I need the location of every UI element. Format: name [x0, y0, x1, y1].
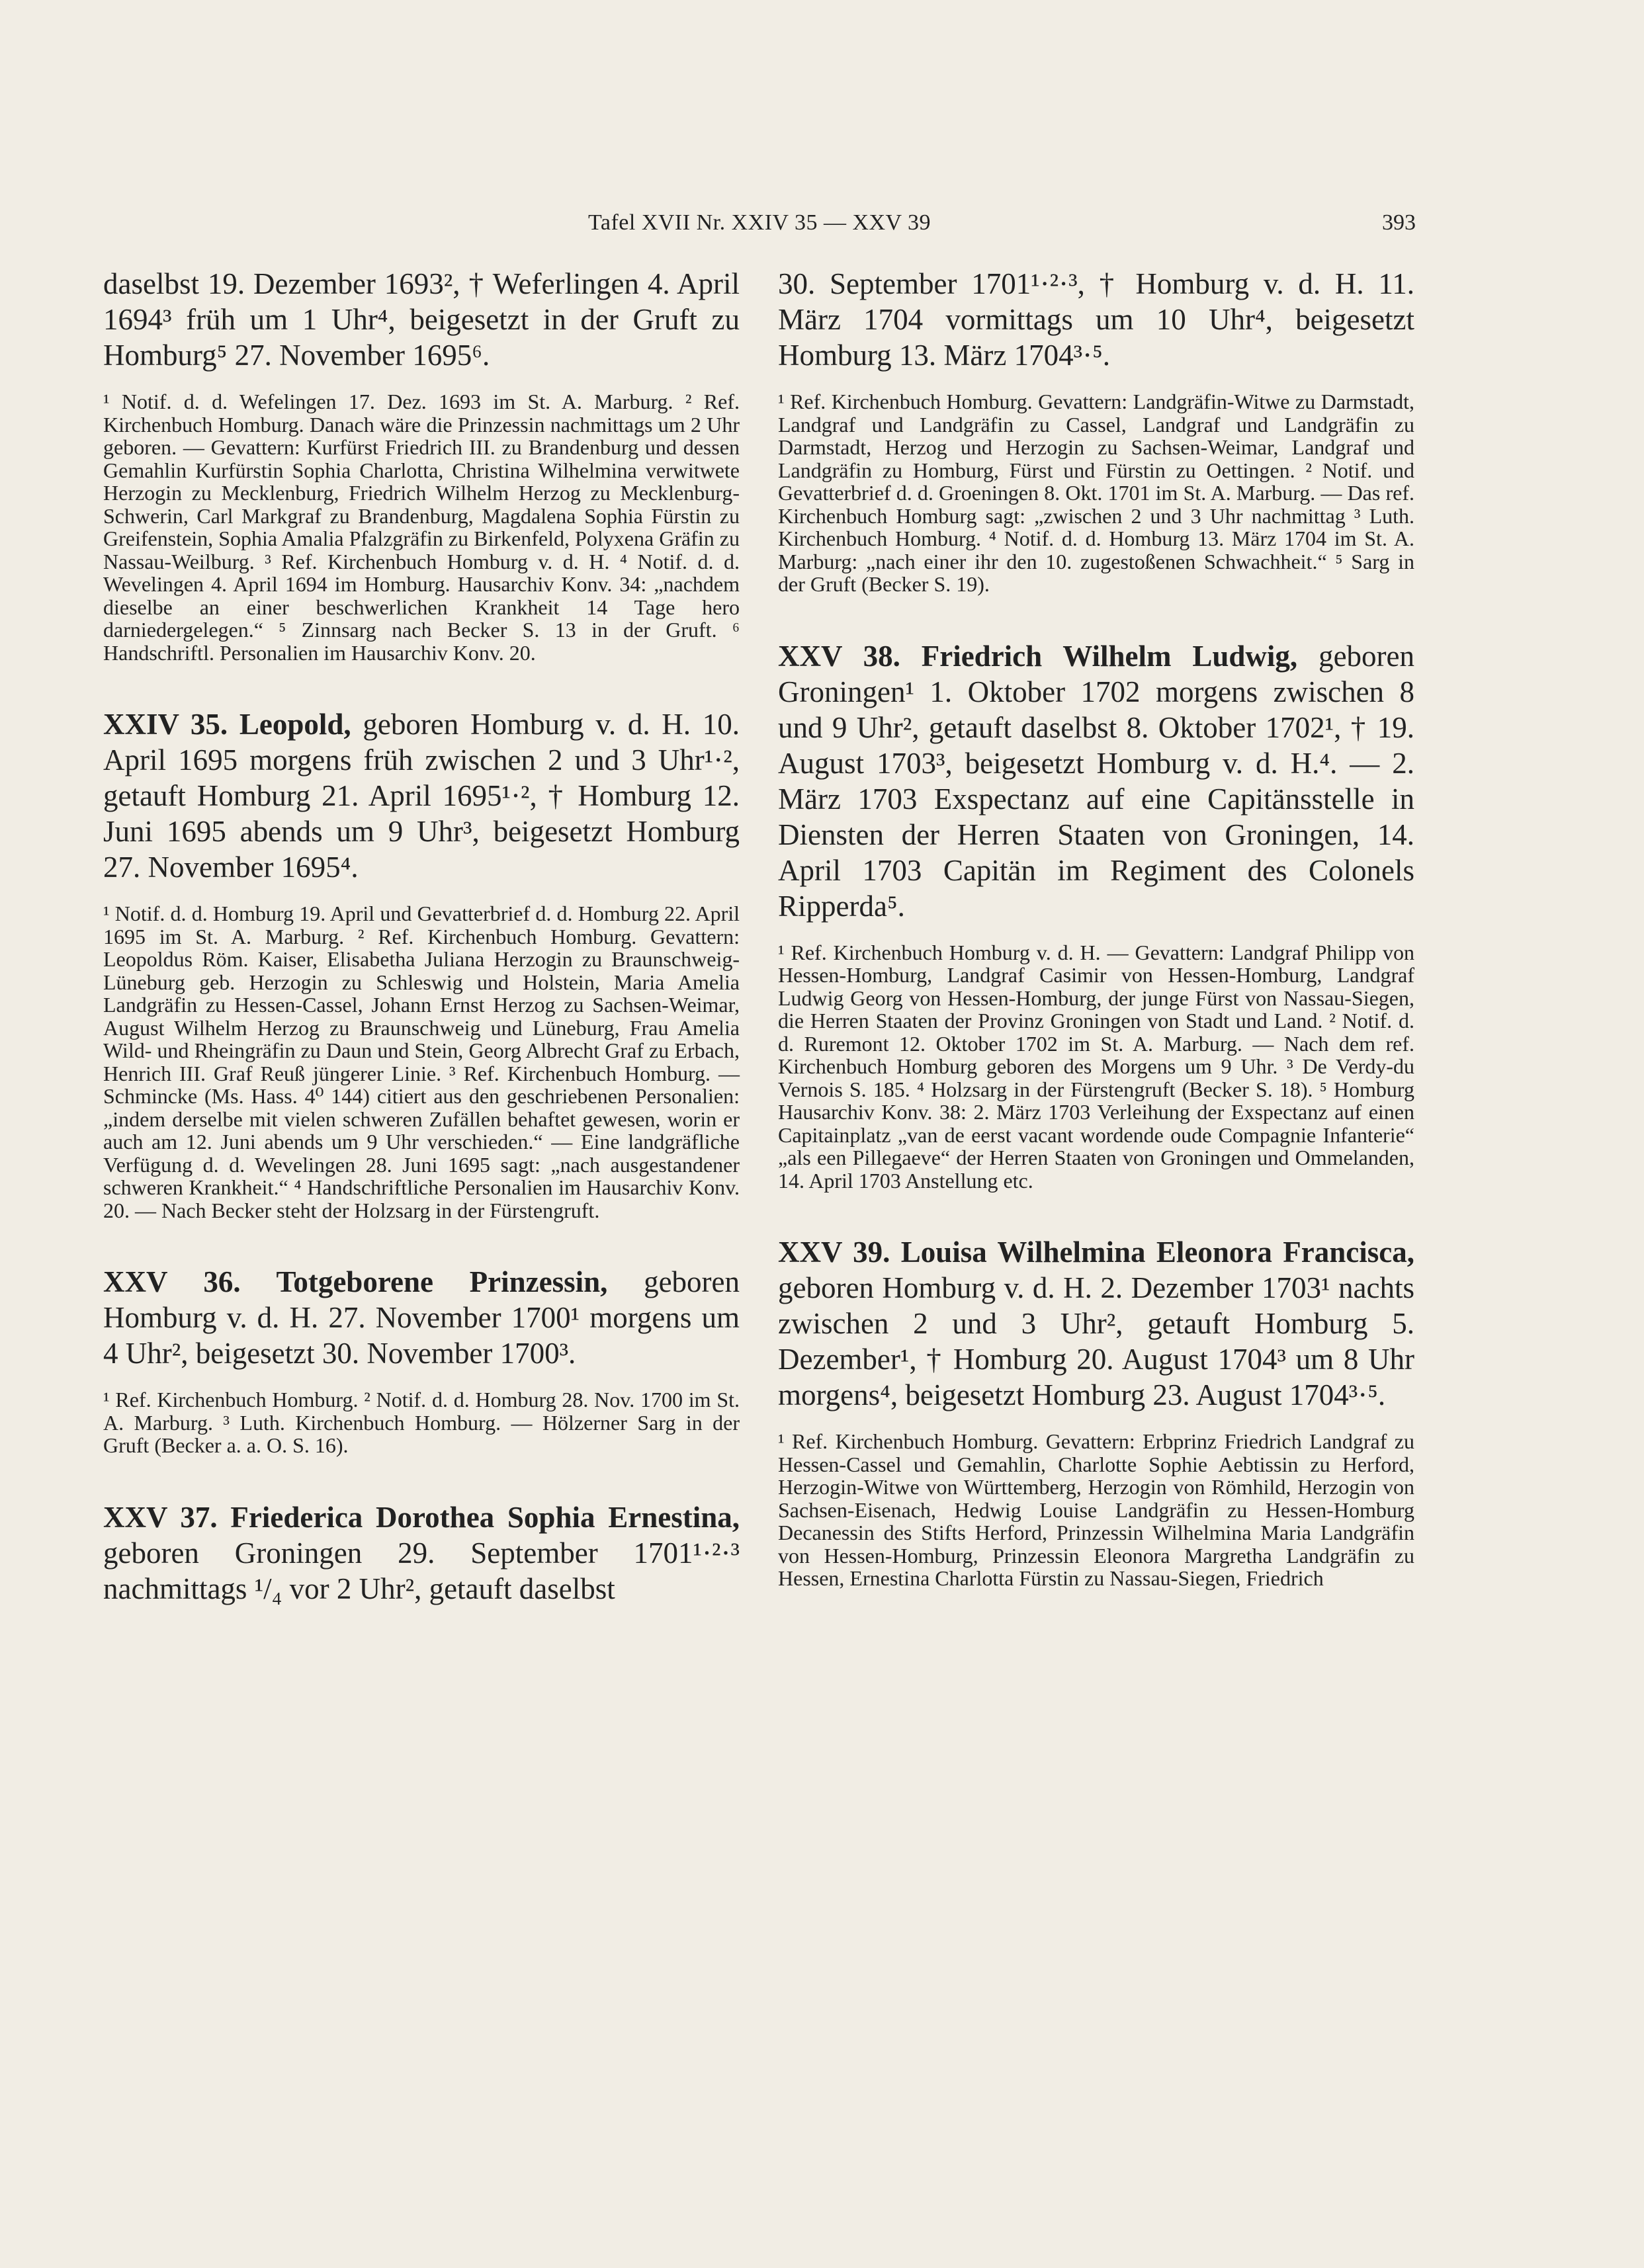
entry-text: geboren Homburg v. d. H. 10. April 1695 morgens früh zwischen 2 und 3 Uhr¹·², getauft Homburg 21. April 1695¹·², † Homburg 12. Juni 1695 abends um 9 Uhr³, beigesetzt Homburg 27. November 1695⁴. [103, 708, 740, 884]
entry-body [778, 638, 1414, 924]
entry-heading: XXV 37. Friederica Dorothea Sophia Ernestina, [103, 1500, 740, 1534]
entry-xxv36 [103, 1264, 740, 1457]
footnotes: ¹ Notif. d. d. Wefelingen 17. Dez. 1693 im St. A. Marburg. ² Ref. Kirchenbuch Homburg. Danach wäre die Prinzessin nachmittags um 2 Uhr geboren. — Gevattern: Kurfürst Friedrich III. zu Brandenburg und dessen Gemahlin Kurfürstin Sophia Charlotta, Christina Wilhelmina verwitwete Herzogin zu Mecklenburg, Friedrich Wilhelm Herzog zu Mecklenburg-Schwerin, Carl Markgraf zu Brandenburg, Magdalena Sophia Fürstin zu Greifenstein, Sophia Amalia Pfalzgräfin zu Birkenfeld, Polyxena Gräfin zu Nassau-Weilburg. ³ Ref. Kirchenbuch Homburg v. d. H. ⁴ Notif. d. d. Wevelingen 4. April 1694 im Homburg. Hausarchiv Konv. 34: „nachdem dieselbe an einer beschwerlichen Krankheit 14 Tage hero darniedergelegen.“ ⁵ Zinnsarg nach Becker S. 13 in der Gruft. ⁶ Handschriftl. Personalien im Hausarchiv Konv. 20. [103, 390, 740, 665]
entry-xxv37 [103, 1499, 740, 1607]
entry-body [103, 1499, 740, 1607]
entry-heading: XXV 39. Louisa Wilhelmina Eleonora Francisca, [778, 1236, 1414, 1269]
footnotes: ¹ Ref. Kirchenbuch Homburg. Gevattern: Erbprinz Friedrich Landgraf zu Hessen-Cassel und Gemahlin, Charlotte Sophie Aebtissin zu Herford, Herzogin-Witwe von Württemberg, Herzogin von Römhild, Herzogin von Sachsen-Eisenach, Hedwig Louise Landgräfin zu Hessen-Homburg Decanessin des Stifts Herford, Prinzessin Wilhelmina Maria Landgräfin von Hessen-Homburg, Prinzessin Eleonora Margretha Landgräfin zu Hessen, Ernestina Charlotta Fürstin zu Nassau-Siegen, Friedrich [778, 1429, 1414, 1590]
running-header [103, 210, 1416, 243]
left-column [103, 266, 740, 1649]
entry-body [103, 706, 740, 885]
footnotes: ¹ Notif. d. d. Homburg 19. April und Gevatterbrief d. d. Homburg 22. April 1695 im St. A. Marburg. ² Ref. Kirchenbuch Homburg. Gevattern: Leopoldus Röm. Kaiser, Elisabetha Juliana Herzogin zu Braunschweig-Lüneburg geb. Herzogin zu Schleswig und Holstein, Maria Amelia Landgräfin zu Hessen-Cassel, Johann Ernst Herzog zu Sachsen-Weimar, August Wilhelm Herzog zu Braunschweig und Lüneburg, Frau Amelia Wild- und Rheingräfin zu Daun und Stein, Georg Albrecht Graf zu Erbach, Henrich III. Graf Reuß jüngerer Linie. ³ Ref. Kirchenbuch Homburg. — Schmincke (Ms. Hass. 4⁰ 144) citiert aus den geschriebenen Personalien: „indem derselbe mit vielen schweren Zufällen behaftet gewesen, worin er auch am 12. Juni abends um 9 Uhr verschieden.“ — Eine landgräfliche Verfügung d. d. Wevelingen 28. Juni 1695 sagt: „nach ausgestandener schweren Krankheit.“ ⁴ Handschriftliche Personalien im Hausarchiv Konv. 20. — Nach Becker steht der Holzsarg in der Fürstengruft. [103, 902, 740, 1222]
right-column [778, 266, 1414, 1632]
entry-heading: XXIV 35. Leopold, [103, 708, 351, 741]
entry-continued-left [103, 266, 740, 664]
footnotes: ¹ Ref. Kirchenbuch Homburg. Gevattern: Landgräfin-Witwe zu Darmstadt, Landgraf und Landgräfin zu Cassel, Landgraf und Landgräfin zu Darmstadt, Herzog und Herzogin zu Sachsen-Weimar, Landgraf und Landgräfin zu Homburg, Fürst und Fürstin zu Oettingen. ² Notif. und Gevatterbrief d. d. Groeningen 8. Okt. 1701 im St. A. Marburg. — Das ref. Kirchenbuch Homburg sagt: „zwischen 2 und 3 Uhr nachmittag ³ Luth. Kirchenbuch Homburg. ⁴ Notif. d. d. Homburg 13. März 1704 im St. A. Marburg: „nach einer ihr den 10. zugestoßenen Schwachheit.“ ⁵ Sarg in der Gruft (Becker S. 19). [778, 390, 1414, 596]
entry-text: geboren Homburg v. d. H. 27. November 1700¹ morgens um 4 Uhr², beigesetzt 30. November 1700³. [103, 1265, 740, 1370]
entry-text: geboren Groningen¹ 1. Oktober 1702 morgens zwischen 8 und 9 Uhr², getauft daselbst 8. Oktober 1702¹, † 19. August 1703³, beigesetzt Homburg v. d. H.⁴. — 2. März 1703 Exspectanz auf eine Capitänsstelle in Diensten der Herren Staaten von Groningen, 14. April 1703 Capitän im Regiment des Colonels Ripperda⁵. [778, 639, 1414, 923]
entry-text: geboren Homburg v. d. H. 2. Dezember 1703¹ nachts zwischen 2 und 3 Uhr², getauft Homburg 5. Dezember¹, † Homburg 20. August 1704³ um 8 Uhr morgens⁴, beigesetzt Homburg 23. August 1704³·⁵. [778, 1271, 1414, 1411]
entry-text: daselbst 19. Dezember 1693², † Weferlingen 4. April 1694³ früh um 1 Uhr⁴, beigesetzt in der Gruft zu Homburg⁵ 27. November 1695⁶. [103, 267, 740, 372]
entry-body [103, 1264, 740, 1371]
page-number: 393 [1382, 210, 1416, 235]
page-title: Tafel XVII Nr. XXIV 35 — XXV 39 [587, 210, 931, 235]
entry-continued-right [778, 266, 1414, 596]
footnotes: ¹ Ref. Kirchenbuch Homburg v. d. H. — Gevattern: Landgraf Philipp von Hessen-Homburg, Landgraf Casimir von Hessen-Homburg, Landgraf Ludwig Georg von Hessen-Homburg, der junge Fürst von Nassau-Siegen, die Herren Staaten der Provinz Groningen von Stadt und Land. ² Notif. d. d. Ruremont 12. Oktober 1702 im St. A. Marburg. — Nach dem ref. Kirchenbuch Homburg geboren des Morgens um 9 Uhr. ³ De Verdy-du Vernois S. 185. ⁴ Holzsarg in der Fürstengruft (Becker S. 18). ⁵ Homburg Hausarchiv Konv. 38: 2. März 1703 Verleihung der Exspectanz auf einen Capitainplatz „van de eerst vacant wordende oude Compagnie Infanterie“ „als een Pillegaeve“ der Herren Staaten von Groningen und Ommelanden, 14. April 1703 Anstellung etc. [778, 940, 1414, 1193]
footnotes: ¹ Ref. Kirchenbuch Homburg. ² Notif. d. d. Homburg 28. Nov. 1700 im St. A. Marburg. ³ Luth. Kirchenbuch Homburg. — Hölzerner Sarg in der Gruft (Becker a. a. O. S. 16). [103, 1388, 740, 1457]
entry-xxv39 [778, 1234, 1414, 1590]
entry-text: 30. September 1701¹·²·³, † Homburg v. d. H. 11. März 1704 vormittags um 10 Uhr⁴, beigesetzt Homburg 13. März 1704³·⁵. [778, 267, 1414, 372]
entry-heading: XXV 38. Friedrich Wilhelm Ludwig, [778, 639, 1298, 673]
entry-text: geboren Groningen 29. September 1701¹·²·³ nachmittags ¹/₄ vor 2 Uhr², getauft daselbst [103, 1536, 740, 1605]
entry-xxiv35 [103, 706, 740, 1222]
entry-heading: XXV 36. Totgeborene Prinzessin, [103, 1265, 608, 1298]
entry-xxv38 [778, 638, 1414, 1193]
entry-body [778, 1234, 1414, 1413]
